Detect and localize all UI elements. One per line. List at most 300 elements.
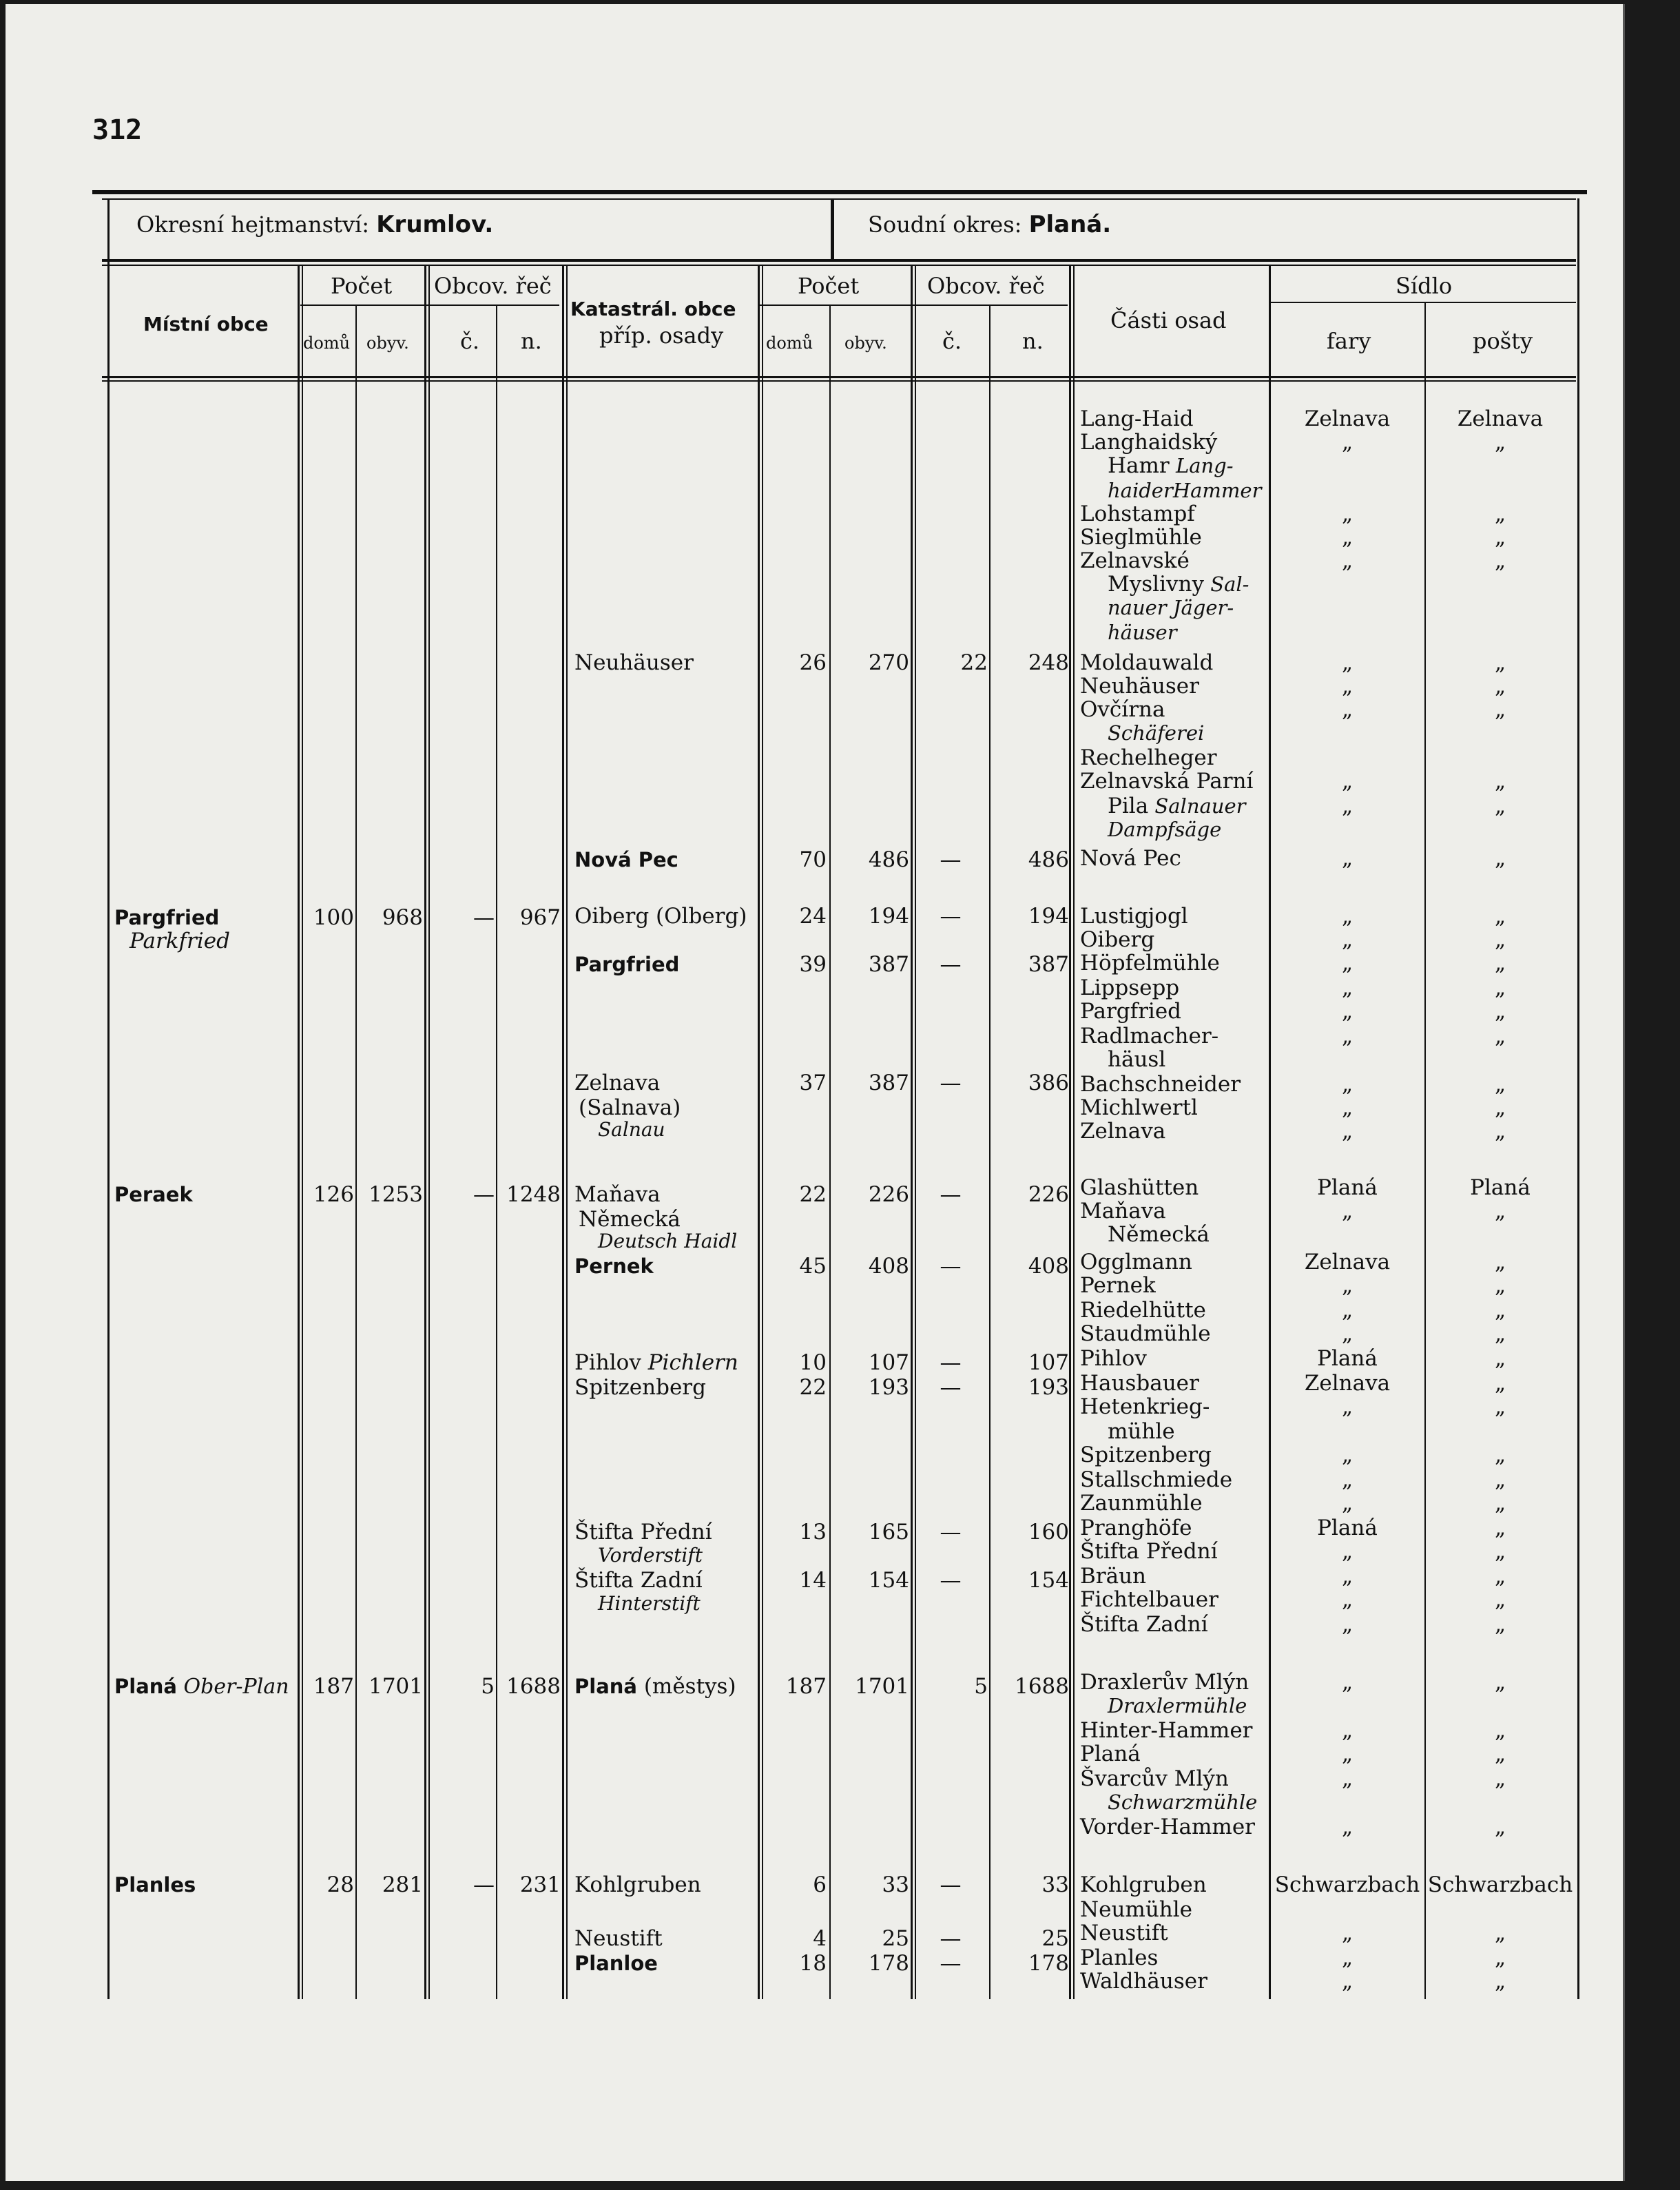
post-office-seat: „	[1494, 769, 1506, 794]
cadastral-obyv: 107	[868, 1350, 909, 1375]
settlement-part: Zaunmühle	[1080, 1491, 1203, 1516]
settlement-part: nauer Jäger-	[1108, 596, 1234, 619]
header-subrule-1	[300, 304, 559, 306]
cadastral-domu: 187	[785, 1674, 827, 1699]
municipality-n: 1688	[506, 1674, 561, 1699]
settlement-part: Hamr Lang-	[1108, 453, 1234, 478]
parish-seat: „	[1341, 1969, 1354, 1994]
parish-seat: „	[1341, 1564, 1354, 1589]
parish-seat: „	[1341, 1587, 1354, 1612]
rule-10b	[1073, 266, 1075, 1999]
settlement-part: Pranghöfe	[1080, 1516, 1192, 1540]
cadastral-name: Planloe	[574, 1952, 658, 1975]
parish-seat: „	[1341, 1394, 1354, 1419]
post-office-seat: „	[1494, 1921, 1506, 1945]
post-office-seat: „	[1494, 999, 1506, 1024]
municipality-domu: 28	[326, 1872, 354, 1897]
cadastral-obyv: 226	[868, 1182, 909, 1207]
col-mistni-obce: Místní obce	[143, 313, 269, 335]
cadastral-domu: 10	[799, 1350, 827, 1375]
parish-seat: „	[1341, 1199, 1354, 1223]
parish-seat: „	[1341, 674, 1354, 699]
cadastral-obyv: 1701	[855, 1674, 909, 1699]
cadastral-c: —	[940, 1872, 962, 1897]
cadastral-german-name: Deutsch Haidl	[598, 1230, 738, 1252]
parish-seat: Planá	[1317, 1516, 1378, 1540]
post-office-seat: „	[1494, 1394, 1506, 1419]
post-office-seat: „	[1494, 502, 1506, 526]
cadastral-name: Nová Pec	[574, 848, 678, 871]
header-subrule-3	[1270, 302, 1576, 303]
post-office-seat: „	[1494, 1298, 1506, 1323]
settlement-part: Neustift	[1080, 1921, 1168, 1945]
settlement-part: Lustigjogl	[1080, 904, 1188, 929]
settlement-part: Langhaidský	[1080, 430, 1218, 455]
cadastral-c: 22	[960, 650, 988, 675]
post-office-seat: „	[1494, 1564, 1506, 1589]
cadastral-domu: 37	[799, 1071, 827, 1095]
cadastral-name: Neustift	[574, 1926, 663, 1951]
settlement-part: Spitzenberg	[1080, 1443, 1212, 1467]
post-office-seat: „	[1494, 674, 1506, 699]
cadastral-domu: 14	[799, 1568, 827, 1593]
settlement-part: Michlwertl	[1080, 1095, 1198, 1120]
cadastral-n: 1688	[1015, 1674, 1069, 1699]
settlement-part: Schäferei	[1108, 721, 1205, 745]
cadastral-c: —	[940, 1375, 962, 1400]
settlement-part: häusl	[1108, 1047, 1166, 1072]
parish-seat: „	[1341, 1072, 1354, 1097]
post-office-seat: „	[1494, 430, 1506, 455]
parish-seat: „	[1341, 1815, 1354, 1839]
settlement-part: Riedelhütte	[1080, 1298, 1206, 1323]
settlement-part: Štifta Přední	[1080, 1539, 1218, 1564]
col-pocet-2: Počet	[798, 273, 860, 299]
col-sidlo: Sídlo	[1396, 273, 1453, 299]
parish-seat: „	[1341, 1273, 1354, 1298]
parish-seat: „	[1341, 1766, 1354, 1791]
parish-seat: „	[1341, 1945, 1354, 1970]
post-office-seat: „	[1494, 1443, 1506, 1467]
cadastral-name: Planá (městys)	[574, 1674, 736, 1699]
cadastral-name: Pargfried	[574, 953, 680, 976]
settlement-part: Štifta Zadní	[1080, 1612, 1208, 1637]
post-office-seat: „	[1494, 1250, 1506, 1274]
post-office-seat: „	[1494, 1612, 1506, 1637]
municipality-name: Peraek	[114, 1183, 193, 1206]
cadastral-n: 248	[1028, 650, 1069, 675]
header-rule	[102, 259, 1576, 262]
municipality-n: 1248	[506, 1182, 561, 1207]
settlement-part: Zelnava	[1080, 1119, 1166, 1144]
cadastral-name: Kohlgruben	[574, 1872, 701, 1897]
col-pocet-1: Počet	[331, 273, 393, 299]
post-office-seat: „	[1494, 1815, 1506, 1839]
municipality-domu: 100	[313, 905, 354, 930]
district-label: Okresní hejtmanství:	[136, 211, 370, 238]
rule-5	[562, 266, 564, 1999]
col-obyv-1: obyv.	[366, 333, 409, 353]
settlement-part: Vorder-Hammer	[1080, 1815, 1255, 1839]
col-c-2: č.	[942, 328, 962, 354]
parish-seat: „	[1341, 1742, 1354, 1766]
col-casti-osad: Části osad	[1110, 307, 1227, 333]
settlement-part: haiderHammer	[1108, 479, 1262, 502]
post-office-seat: „	[1494, 951, 1506, 975]
municipality-obyv: 968	[382, 905, 423, 930]
municipality-c: —	[473, 1872, 495, 1897]
col-domu-2: domů	[766, 333, 813, 353]
col-obyv-2: obyv.	[844, 333, 887, 353]
post-office-seat: „	[1494, 1273, 1506, 1298]
cadastral-obyv: 486	[868, 847, 909, 872]
municipality-name: Planles	[114, 1873, 196, 1897]
settlement-part: mühle	[1108, 1419, 1175, 1444]
cadastral-n: 154	[1028, 1568, 1069, 1593]
settlement-part: Zelnavská Parní	[1080, 769, 1254, 794]
settlement-part: Planá	[1080, 1742, 1141, 1766]
rule-3	[424, 266, 426, 1999]
municipality-name: Planá Ober-Plan	[114, 1675, 289, 1699]
rule-6	[758, 266, 760, 1999]
settlement-part: Švarcův Mlýn	[1080, 1766, 1229, 1791]
parish-seat: „	[1341, 1095, 1354, 1120]
parish-seat: „	[1341, 430, 1354, 455]
settlement-part: Stallschmiede	[1080, 1467, 1233, 1492]
parish-seat: „	[1341, 846, 1354, 871]
cadastral-n: 194	[1028, 904, 1069, 929]
settlement-part: Neuhäuser	[1080, 674, 1199, 699]
cadastral-obyv: 387	[868, 952, 909, 977]
parish-seat: „	[1341, 1119, 1354, 1144]
cadastral-name: Štifta Přední	[574, 1520, 712, 1545]
municipality-alt-name: Parkfried	[129, 929, 230, 953]
parish-seat: „	[1341, 794, 1354, 818]
rule-7	[829, 304, 831, 1999]
post-office-seat: „	[1494, 1346, 1506, 1371]
settlement-part: Staudmühle	[1080, 1321, 1211, 1346]
parish-seat: „	[1341, 1670, 1354, 1695]
parish-seat: „	[1341, 1443, 1354, 1467]
rule-6b	[762, 266, 763, 1999]
col-posty: pošty	[1473, 328, 1533, 354]
cadastral-c: —	[940, 1071, 962, 1095]
settlement-part: Hausbauer	[1080, 1371, 1199, 1396]
page	[6, 4, 1625, 2181]
header-subrule-2	[758, 304, 1068, 306]
post-office-seat: „	[1494, 1199, 1506, 1223]
parish-seat: „	[1341, 927, 1354, 952]
cadastral-obyv: 387	[868, 1071, 909, 1095]
post-office-seat: „	[1494, 846, 1506, 871]
cadastral-n: 386	[1028, 1071, 1069, 1095]
header-bottom-rule	[102, 376, 1576, 378]
rule-5b	[566, 266, 568, 1999]
rule-8b	[915, 266, 916, 1999]
parish-seat: „	[1341, 1024, 1354, 1048]
rule-4	[496, 304, 497, 1999]
cadastral-domu: 18	[799, 1951, 827, 1976]
municipality-domu: 126	[313, 1182, 354, 1207]
municipality-n: 967	[519, 905, 561, 930]
cadastral-name: Oiberg (Olberg)	[574, 904, 747, 929]
settlement-part: Lippsepp	[1080, 975, 1180, 1000]
settlement-part: Lang-Haid	[1080, 406, 1194, 431]
header-bottom-rule-thin	[102, 380, 1576, 382]
cadastral-n: 25	[1041, 1926, 1069, 1951]
settlement-part: Ovčírna	[1080, 697, 1165, 722]
cadastral-domu: 6	[813, 1872, 827, 1897]
cadastral-c: —	[940, 1254, 962, 1279]
cadastral-name: Zelnava	[574, 1071, 661, 1095]
post-office-seat: „	[1494, 1467, 1506, 1492]
post-office-seat: „	[1494, 1516, 1506, 1540]
post-office-seat: „	[1494, 975, 1506, 1000]
cadastral-name: Pernek	[574, 1254, 654, 1278]
cadastral-obyv: 33	[882, 1872, 909, 1897]
cadastral-name: Štifta Zadní	[574, 1568, 703, 1593]
post-office-seat: „	[1494, 1670, 1506, 1695]
settlement-part: Neumühle	[1080, 1897, 1193, 1922]
parish-seat: Zelnava	[1304, 1371, 1391, 1396]
parish-seat: „	[1341, 525, 1354, 550]
cadastral-name: Pihlov Pichlern	[574, 1350, 738, 1375]
parish-seat: Zelnava	[1304, 1250, 1391, 1274]
post-office-seat: „	[1494, 650, 1506, 675]
cadastral-obyv: 25	[882, 1926, 909, 1951]
parish-seat: „	[1341, 1539, 1354, 1564]
settlement-part: Sieglmühle	[1080, 525, 1202, 550]
settlement-part: Bachschneider	[1080, 1072, 1241, 1097]
cadastral-n: 107	[1028, 1350, 1069, 1375]
cadastral-obyv: 193	[868, 1375, 909, 1400]
cadastral-domu: 13	[799, 1520, 827, 1545]
rule-1	[298, 266, 300, 1999]
parish-seat: „	[1341, 1718, 1354, 1743]
rule-1b	[302, 266, 303, 1999]
cadastral-n: 160	[1028, 1520, 1069, 1545]
settlement-part: Maňava	[1080, 1199, 1166, 1223]
post-office-seat: „	[1494, 1945, 1506, 1970]
post-office-seat: „	[1494, 1742, 1506, 1766]
municipality-n: 231	[519, 1872, 561, 1897]
settlement-part: Německá	[1108, 1222, 1210, 1247]
settlement-part: Fichtelbauer	[1080, 1587, 1218, 1612]
cadastral-name: Maňava	[574, 1182, 661, 1207]
court-label: Soudní okres:	[868, 211, 1022, 238]
cadastral-obyv: 154	[868, 1568, 909, 1593]
settlement-part: Bräun	[1080, 1564, 1147, 1589]
municipality-name: Pargfried	[114, 906, 220, 929]
col-c-1: č.	[460, 328, 480, 354]
post-office-seat: „	[1494, 794, 1506, 818]
district-header	[136, 211, 493, 238]
parish-seat: „	[1341, 999, 1354, 1024]
cadastral-obyv: 408	[868, 1254, 909, 1279]
cadastral-c: —	[940, 847, 962, 872]
cadastral-domu: 45	[799, 1254, 827, 1279]
cadastral-german-name: Vorderstift	[598, 1544, 703, 1567]
municipality-obyv: 281	[382, 1872, 423, 1897]
parish-seat: „	[1341, 502, 1354, 526]
cadastral-c: 5	[974, 1674, 988, 1699]
post-office-seat: „	[1494, 1718, 1506, 1743]
settlement-part: häuser	[1108, 621, 1177, 644]
post-office-seat: „	[1494, 1024, 1506, 1048]
court-name: Planá.	[1028, 211, 1112, 238]
post-office-seat: „	[1494, 1587, 1506, 1612]
col-obcov-2: Obcov. řeč	[927, 273, 1045, 299]
post-office-seat: „	[1494, 1371, 1506, 1396]
col-katastral-1: Katastrál. obce	[570, 298, 736, 320]
post-office-seat: „	[1494, 927, 1506, 952]
settlement-part: Planles	[1080, 1945, 1159, 1970]
post-office-seat: Planá	[1470, 1175, 1531, 1200]
settlement-part: Moldauwald	[1080, 650, 1214, 675]
parish-seat: Zelnava	[1304, 406, 1391, 431]
col-fary: fary	[1327, 328, 1371, 354]
settlement-part: Dampfsäge	[1108, 818, 1222, 841]
court-header	[868, 211, 1111, 238]
settlement-part: Lohstampf	[1080, 502, 1195, 526]
col-obcov-1: Obcov. řeč	[434, 273, 552, 299]
post-office-seat: „	[1494, 904, 1506, 929]
cadastral-domu: 24	[799, 904, 827, 929]
post-office-seat: „	[1494, 1072, 1506, 1097]
cadastral-c: —	[940, 1350, 962, 1375]
rule-9	[989, 304, 991, 1999]
parish-seat: „	[1341, 1298, 1354, 1323]
post-office-seat: „	[1494, 1119, 1506, 1144]
cadastral-n: 193	[1028, 1375, 1069, 1400]
cadastral-domu: 70	[799, 847, 827, 872]
parish-seat: „	[1341, 1321, 1354, 1346]
parish-seat: „	[1341, 548, 1354, 573]
settlement-part: Ogglmann	[1080, 1250, 1192, 1274]
settlement-part: Nová Pec	[1080, 846, 1181, 871]
rule-left	[107, 198, 110, 1999]
settlement-part: Radlmacher-	[1080, 1024, 1219, 1048]
cadastral-n: 387	[1028, 952, 1069, 977]
col-domu-1: domů	[303, 333, 351, 353]
settlement-part: Waldhäuser	[1080, 1969, 1207, 1994]
post-office-seat: Schwarzbach	[1427, 1872, 1573, 1897]
parish-seat: „	[1341, 975, 1354, 1000]
top-rule-thin	[102, 198, 1576, 200]
col-katastral-2: příp. osady	[599, 322, 724, 349]
cadastral-c: —	[940, 1182, 962, 1207]
cadastral-domu: 39	[799, 952, 827, 977]
post-office-seat: „	[1494, 1766, 1506, 1791]
cadastral-german-name: Salnau	[598, 1118, 665, 1141]
rule-8	[911, 266, 913, 1999]
parish-seat: „	[1341, 951, 1354, 975]
cadastral-alt-name: (Salnava)	[579, 1095, 681, 1120]
settlement-part: Hinter-Hammer	[1080, 1718, 1253, 1743]
settlement-part: Höpfelmühle	[1080, 951, 1220, 975]
district-name: Krumlov.	[376, 211, 494, 238]
municipality-c: —	[473, 1182, 495, 1207]
parish-seat: Planá	[1317, 1175, 1378, 1200]
municipality-domu: 187	[313, 1674, 354, 1699]
post-office-seat: „	[1494, 697, 1506, 722]
settlement-part: Glashütten	[1080, 1175, 1199, 1200]
col-n-2: n.	[1022, 328, 1044, 354]
parish-seat: „	[1341, 650, 1354, 675]
cadastral-c: —	[940, 1951, 962, 1976]
cadastral-c: —	[940, 1520, 962, 1545]
settlement-part: Pernek	[1080, 1273, 1156, 1298]
settlement-part: Draxlerův Mlýn	[1080, 1670, 1249, 1695]
cadastral-c: —	[940, 1926, 962, 1951]
parish-seat: „	[1341, 1491, 1354, 1516]
top-rule	[92, 190, 1587, 194]
cadastral-domu: 22	[799, 1182, 827, 1207]
cadastral-name: Spitzenberg	[574, 1375, 706, 1400]
cadastral-n: 226	[1028, 1182, 1069, 1207]
post-office-seat: „	[1494, 1321, 1506, 1346]
settlement-part: Pihlov	[1080, 1346, 1147, 1371]
settlement-part: Draxlermühle	[1108, 1694, 1247, 1717]
parish-seat: „	[1341, 1921, 1354, 1945]
cadastral-c: —	[940, 952, 962, 977]
municipality-c: —	[473, 905, 495, 930]
cadastral-domu: 26	[799, 650, 827, 675]
parish-seat: „	[1341, 904, 1354, 929]
post-office-seat: „	[1494, 1491, 1506, 1516]
rule-3b	[428, 266, 430, 1999]
cadastral-obyv: 194	[868, 904, 909, 929]
cadastral-obyv: 270	[868, 650, 909, 675]
settlement-part: Pila Salnauer	[1108, 794, 1246, 818]
rule-10	[1069, 266, 1071, 1999]
municipality-c: 5	[481, 1674, 495, 1699]
settlement-part: Schwarzmühle	[1108, 1790, 1258, 1814]
post-office-seat: „	[1494, 525, 1506, 550]
cadastral-n: 33	[1041, 1872, 1069, 1897]
municipality-obyv: 1701	[369, 1674, 423, 1699]
cadastral-domu: 4	[813, 1926, 827, 1951]
cadastral-c: —	[940, 1568, 962, 1593]
parish-seat: „	[1341, 769, 1354, 794]
parish-seat: „	[1341, 1467, 1354, 1492]
post-office-seat: „	[1494, 1095, 1506, 1120]
post-office-seat: „	[1494, 1969, 1506, 1994]
settlement-part: Myslivny Sal-	[1108, 572, 1249, 597]
settlement-part: Rechelheger	[1080, 745, 1217, 770]
header-rule-thin	[102, 265, 1576, 266]
cadastral-obyv: 165	[868, 1520, 909, 1545]
header-divider	[831, 198, 834, 260]
page-number: 312	[92, 114, 143, 146]
post-office-seat: Zelnava	[1457, 406, 1544, 431]
post-office-seat: „	[1494, 548, 1506, 573]
cadastral-n: 408	[1028, 1254, 1069, 1279]
parish-seat: Planá	[1317, 1346, 1378, 1371]
parish-seat: Schwarzbach	[1274, 1872, 1420, 1897]
cadastral-obyv: 178	[868, 1951, 909, 1976]
settlement-part: Hetenkrieg-	[1080, 1394, 1210, 1419]
cadastral-alt-name: Německá	[579, 1207, 681, 1232]
cadastral-german-name: Hinterstift	[598, 1592, 701, 1615]
cadastral-n: 178	[1028, 1951, 1069, 1976]
municipality-obyv: 1253	[369, 1182, 423, 1207]
settlement-part: Oiberg	[1080, 927, 1155, 952]
settlement-part: Zelnavské	[1080, 548, 1190, 573]
post-office-seat: „	[1494, 1539, 1506, 1564]
cadastral-n: 486	[1028, 847, 1069, 872]
cadastral-c: —	[940, 904, 962, 929]
